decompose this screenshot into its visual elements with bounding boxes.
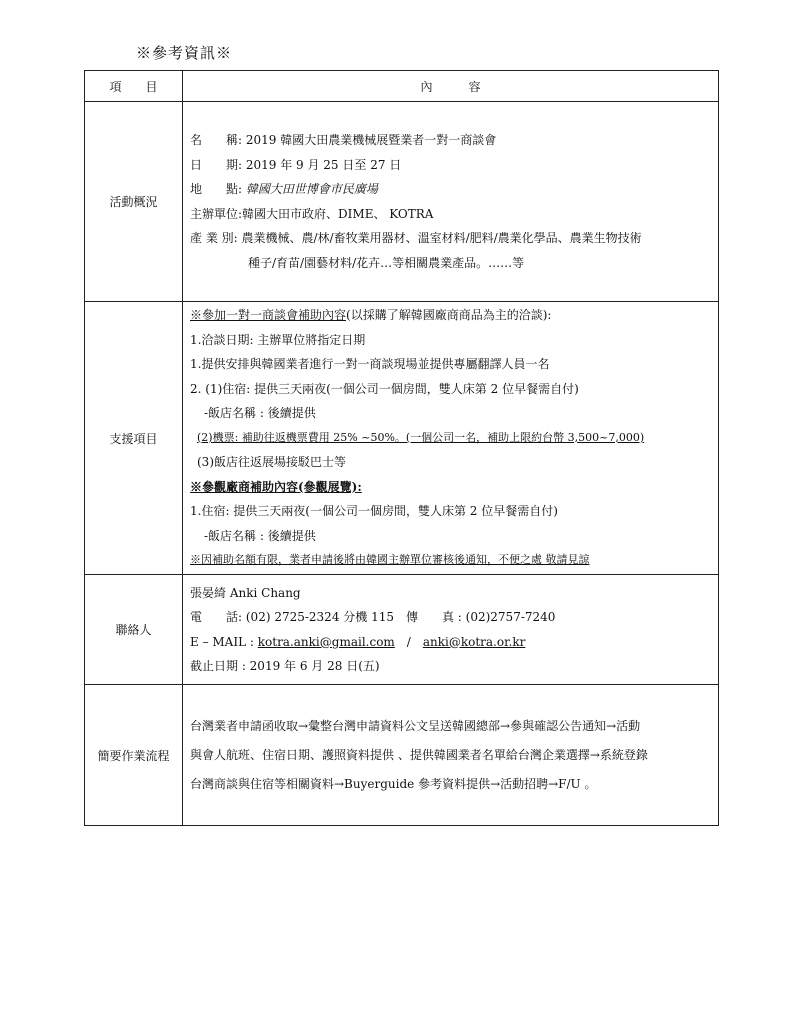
support-content xyxy=(183,302,719,575)
reference-info-heading: ※參考資訊※ xyxy=(136,44,233,62)
header-content: 內 容 xyxy=(183,71,719,102)
process-line: 台灣業者申請函收取→彙整台灣申請資料公文呈送韓國總部→參與確認公告通知→活動 xyxy=(190,718,641,733)
event-place-line: 地 點: 韓國大田世博會市民廣場 xyxy=(190,182,378,196)
support-line: 1.住宿: 提供三天兩夜(一個公司一個房間，雙人床第 2 位早餐需自付) xyxy=(190,504,558,519)
event-name-line: 名 稱: 2019 韓國大田農業機械展暨業者一對一商談會 xyxy=(190,133,497,147)
process-line: 台灣商談與住宿等相關資料→Buyerguide 參考資料提供→活動招聘→F/U 。 xyxy=(190,776,597,791)
deadline-line: 截止日期 : 2019 年 6 月 28 日(五) xyxy=(190,659,380,673)
overview-row xyxy=(85,102,719,302)
process-line: 與會人航班、住宿日期、護照資料提供 、提供韓國業者名單給台灣企業選擇→系統登錄 xyxy=(190,747,648,762)
process-label: 簡要作業流程 xyxy=(85,685,183,826)
process-row xyxy=(85,685,719,826)
overview-content xyxy=(183,102,719,302)
support-note: ※因補助名額有限，業者申請後將由韓國主辦單位審核後通知，不便之處 敬請見諒 xyxy=(190,553,590,567)
header-item: 項 目 xyxy=(85,71,183,102)
contact-phone-line: 電 話: (02) 2725-2324 分機 115 傳 真 : (02)2757-7240 xyxy=(190,610,556,624)
support-line: 1.洽談日期: 主辦單位將指定日期 xyxy=(190,332,366,347)
support-line: 1.提供安排與韓國業者進行一對一商談現場並提供專屬翻譯人員一名 xyxy=(190,357,550,372)
support-section-2-title: ※參觀廠商補助內容(參觀展覽): xyxy=(190,479,362,494)
contact-email-line: E – MAIL : kotra.anki@gmail.com / anki@kotra.or.kr xyxy=(190,634,526,649)
support-line: -飯店名稱 : 後續提供 xyxy=(204,528,316,543)
info-table xyxy=(84,70,719,826)
support-line: (3)飯店往返展場接駁巴士等 xyxy=(197,455,346,470)
support-line: -飯店名稱 : 後續提供 xyxy=(204,406,316,421)
industry-line: 產 業 別: 農業機械、農/林/畜牧業用器材、溫室材料/肥料/農業化學品、農業生物技術 xyxy=(190,231,642,245)
email-link-2[interactable]: anki@kotra.or.kr xyxy=(422,634,526,649)
support-row xyxy=(85,302,719,575)
contact-label: 聯絡人 xyxy=(85,575,183,685)
industry-line-2: 種子/育苗/園藝材料/花卉…等相關農業產品。……等 xyxy=(248,255,525,270)
contact-row xyxy=(85,575,719,685)
support-section-1-title: ※參加一對一商談會補助內容(以採購了解韓國廠商商品為主的洽談): xyxy=(190,308,552,323)
process-content xyxy=(183,685,719,826)
table-header-row xyxy=(85,71,719,102)
support-line: 2. (1)住宿: 提供三天兩夜(一個公司一個房間，雙人床第 2 位早餐需自付) xyxy=(190,381,579,396)
organizer-line: 主辦單位:韓國大田市政府、DIME、 KOTRA xyxy=(190,206,434,221)
email-link-1[interactable]: kotra.anki@gmail.com xyxy=(257,634,395,649)
event-date-line: 日 期: 2019 年 9 月 25 日至 27 日 xyxy=(190,157,402,172)
contact-content xyxy=(183,575,719,685)
support-line-ticket: (2)機票: 補助往返機票費用 25% ~50%。(一個公司一名，補助上限約台幣 3,500~7,000) xyxy=(197,430,645,444)
overview-label: 活動概況 xyxy=(85,102,183,302)
contact-name: 張晏綺 Anki Chang xyxy=(190,585,301,600)
support-label: 支援項目 xyxy=(85,302,183,575)
